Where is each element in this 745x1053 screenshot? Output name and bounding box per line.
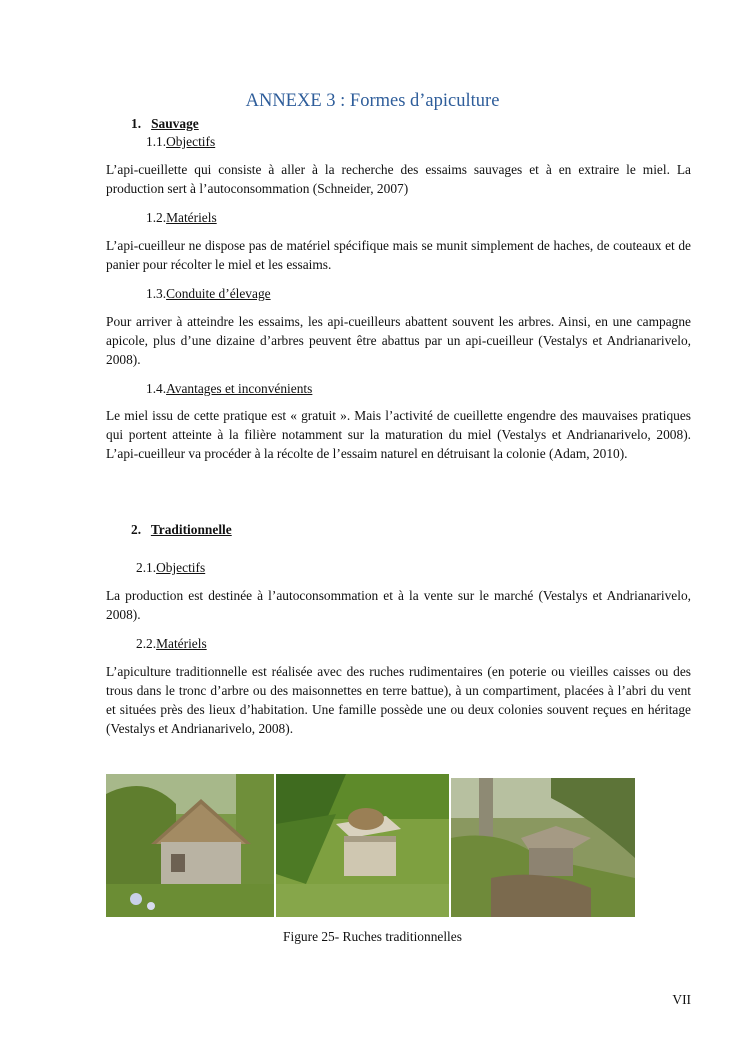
subsection-number: 1.3. [146, 286, 167, 301]
subsection-label: Matériels [166, 210, 217, 225]
section-2-heading [131, 520, 232, 539]
subsection-label: Objectifs [156, 560, 206, 575]
page-number: VII [672, 992, 691, 1007]
hive-photo-ground [451, 778, 635, 917]
subsection-label: Conduite d’élevage [166, 286, 271, 301]
subsection-number: 2.1. [136, 560, 157, 575]
hive-photo-wooden-box [276, 774, 449, 917]
paragraph-1-1: L’api-cueillette qui consiste à aller à la recherche des essaims sauvages et à en extraire le miel. La production sert à l’autoconsommation (Schneider, 2007) [106, 162, 691, 196]
section-2-title: Traditionnelle [150, 522, 232, 537]
subsection-1-2-heading [146, 208, 217, 227]
subsection-number: 1.1. [146, 134, 167, 149]
section-1-heading [131, 114, 199, 133]
subsection-label: Matériels [156, 636, 207, 651]
paragraph-1-3: Pour arriver à atteindre les essaims, les api-cueilleurs abattent souvent les arbres. Ainsi, en une campagne apicole, plus d’une dizaine d’arbres peuvent être abattus par un api-cueilleur (Vestalys et Andrianarivelo, 2008). [106, 314, 691, 367]
annex-title: ANNEXE 3 : Formes d’apiculture [245, 91, 500, 111]
subsection-2-2-heading [136, 634, 207, 653]
subsection-2-1-heading [136, 558, 205, 577]
paragraph-2-1: La production est destinée à l’autoconsommation et à la vente sur le marché (Vestalys et Andrianarivelo, 2008). [106, 588, 691, 622]
subsection-number: 2.2. [136, 636, 157, 651]
section-2-number: 2. [131, 522, 142, 537]
hive-photo-thatched [106, 774, 274, 917]
subsection-label: Avantages et inconvénients [166, 381, 313, 396]
subsection-number: 1.4. [146, 381, 167, 396]
subsection-number: 1.2. [146, 210, 167, 225]
subsection-1-1-heading [146, 132, 215, 151]
figure-caption: Figure 25- Ruches traditionnelles [283, 929, 462, 944]
paragraph-1-2: L’api-cueilleur ne dispose pas de matériel spécifique mais se munit simplement de haches, de couteaux et de panier pour récolter le miel et les essaims. [106, 238, 691, 272]
section-1-number: 1. [131, 116, 142, 131]
subsection-label: Objectifs [166, 134, 216, 149]
paragraph-2-2: L’apiculture traditionnelle est réalisée avec des ruches rudimentaires (en poterie ou vieilles caisses ou des trous dans le tronc d’arbre ou des maisonnettes en terre battue), à un compartiment, placées à l’abri du vent et situées près des lieux d’habitation. Une famille possède une ou deux colonies souvent reçues en héritage (Vestalys et Andrianarivelo, 2008). [106, 664, 691, 736]
section-1-title: Sauvage [151, 116, 199, 131]
subsection-1-4-heading [146, 379, 312, 398]
paragraph-1-4: Le miel issu de cette pratique est « gratuit ». Mais l’activité de cueillette engendre des mauvaises pratiques qui portent atteinte à la filière notamment sur la maturation du miel (Vestalys et Andrianarivelo, 2008). L’api-cueilleur va procéder à la récolte de l’essaim naturel en détruisant la colonie (Adam, 2010). [106, 408, 691, 461]
subsection-1-3-heading [146, 284, 271, 303]
